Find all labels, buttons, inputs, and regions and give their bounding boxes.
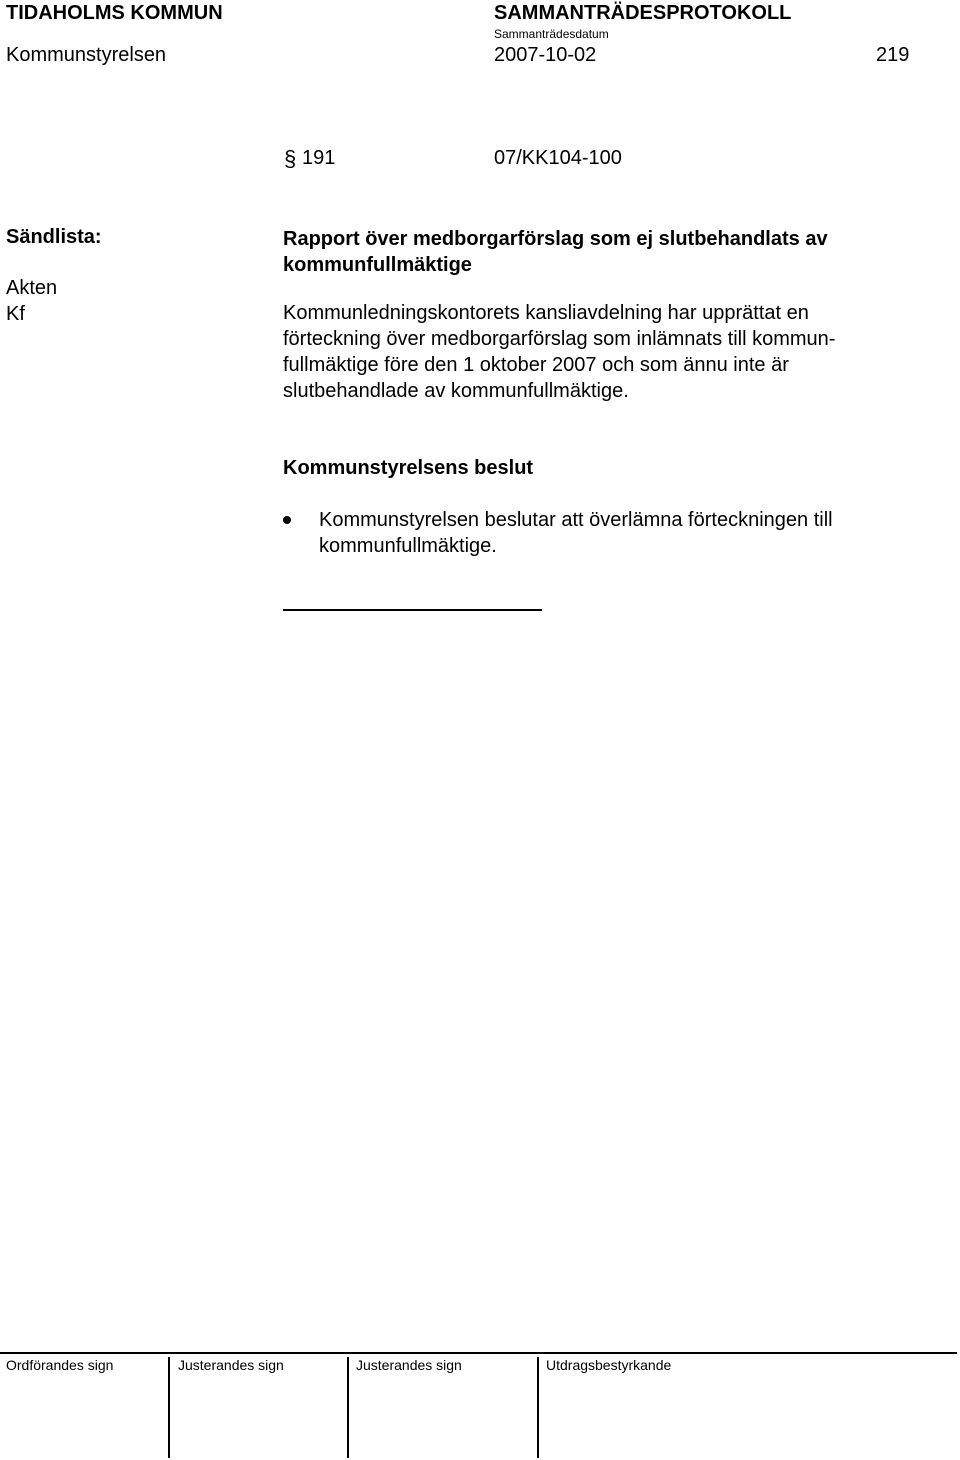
signature-column-divider <box>347 1357 349 1458</box>
item-body-line: Kommunledningskontorets kansliavdelning har upprättat en <box>283 302 809 324</box>
case-number: 07/KK104-100 <box>494 147 622 169</box>
organization-name: TIDAHOLMS KOMMUN <box>6 2 223 24</box>
decision-bullet-line: kommunfullmäktige. <box>319 535 497 557</box>
decision-bullet-line: Kommunstyrelsen beslutar att överlämna förteckningen till <box>319 509 833 531</box>
sendlist-label: Sändlista: <box>6 226 102 248</box>
sendlist-recipients <box>6 275 57 327</box>
item-body-line: fullmäktige före den 1 oktober 2007 och som ännu inte är <box>283 354 789 376</box>
decision-bullet-text <box>319 507 833 559</box>
decision-heading: Kommunstyrelsens beslut <box>283 457 534 479</box>
item-body-line: förteckning över medborgarförslag som inlämnats till kommun- <box>283 328 836 350</box>
document-type: SAMMANTRÄDESPROTOKOLL <box>494 2 792 24</box>
signature-column-divider <box>537 1357 539 1458</box>
recipient-item: Kf <box>6 303 25 325</box>
signature-column-divider <box>168 1357 170 1458</box>
section-end-divider <box>283 609 542 611</box>
signature-label-chair: Ordförandes sign <box>6 1357 114 1373</box>
item-title-line: Rapport över medborgarförslag som ej slutbehandlats av <box>283 228 828 250</box>
committee-name: Kommunstyrelsen <box>6 44 167 66</box>
bullet-icon <box>283 516 291 524</box>
section-sign-icon: § <box>284 146 297 171</box>
paragraph-number: 191 <box>302 147 336 169</box>
signature-label-adjuster-2: Justerandes sign <box>356 1357 462 1373</box>
item-title-line: kommunfullmäktige <box>283 254 472 276</box>
footer-divider <box>0 1352 957 1354</box>
item-body-line: slutbehandlade av kommunfullmäktige. <box>283 380 629 402</box>
page-number: 219 <box>876 44 910 66</box>
meeting-date: 2007-10-02 <box>494 44 597 66</box>
meeting-date-label: Sammanträdesdatum <box>494 27 609 41</box>
signature-label-certification: Utdragsbestyrkande <box>546 1357 672 1373</box>
item-body <box>283 300 835 404</box>
signature-label-adjuster-1: Justerandes sign <box>178 1357 284 1373</box>
item-title <box>283 226 828 278</box>
recipient-item: Akten <box>6 277 58 299</box>
